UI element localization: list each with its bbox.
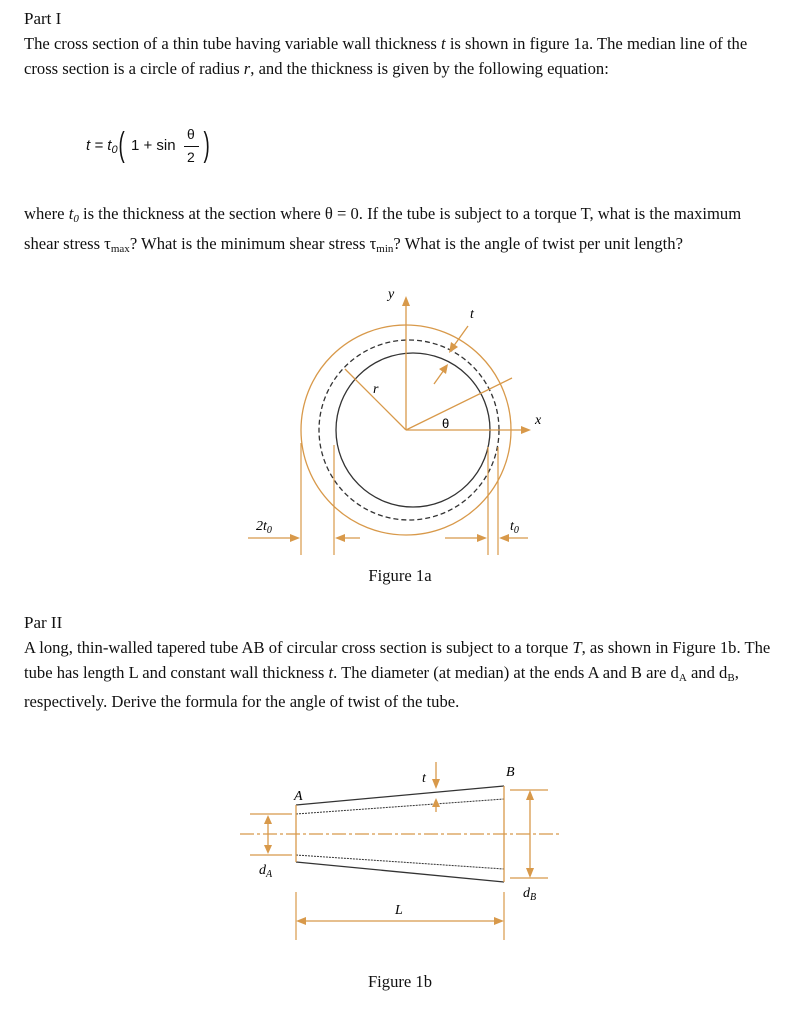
part1-question: where $t_0$ is the thickness at the section where θ = 0. If the tube is subject to a torque T, what is the maximum shear stress $\tau_{max}$? What is the minimum shear stress $\tau_{min}$? What is the angle of twist per unit length?: [24, 204, 742, 255]
part1-intro: The cross section of a thin tube having variable wall thickness t is shown in figure 1a. The median line of the cross section is a circle of radius r, and the thickness is given by the following equation:: [24, 34, 748, 78]
t-arrow-top-head: [432, 779, 440, 789]
label-t0: $t_0$: [510, 519, 519, 536]
thickness-equation: $t = t_0$ ( 1 + sin θ 2 ): [86, 126, 210, 165]
tube-bottom-outer: [296, 862, 504, 882]
label-y: y: [388, 287, 395, 302]
figure-1b-caption: Figure 1b: [367, 972, 433, 991]
label-dB: $d_B$: [523, 886, 537, 903]
figure-1a-caption: Figure 1a: [368, 566, 432, 585]
label-t-1b: t: [422, 771, 426, 786]
label-dA: $d_A$: [259, 863, 273, 880]
label-L: L: [395, 903, 403, 918]
label-A: A: [294, 789, 303, 804]
label-2t0: $2t_0$: [256, 519, 272, 536]
label-r: r: [373, 382, 379, 397]
tube-top-outer: [296, 786, 504, 805]
tube-top-inner: [296, 799, 504, 814]
dB-arrow-bottom: [526, 868, 534, 878]
dA-arrow-top: [264, 815, 272, 824]
label-B: B: [506, 765, 515, 780]
part2-text: A long, thin-walled tapered tube AB of circular cross section is subject to a torque T, as shown in Figure 1b. The tube has length L and constant wall thickness t. The diameter (at median) at the ends A and B are $d_A$ and $d_B$, respectively. Derive the formula for the angle of twist of the tube.: [24, 638, 771, 711]
tube-bottom-inner: [296, 855, 504, 869]
label-x: x: [535, 413, 542, 428]
t-arrow-bottom-head: [432, 798, 440, 807]
part2-heading: Par II: [24, 613, 63, 632]
dA-arrow-bottom: [264, 845, 272, 854]
part1-heading: Part I: [24, 9, 62, 28]
dB-arrow-top: [526, 790, 534, 800]
L-arrow-left: [296, 917, 306, 925]
label-theta: θ: [442, 416, 450, 431]
L-arrow-right: [494, 917, 504, 925]
label-t: t: [470, 307, 474, 322]
